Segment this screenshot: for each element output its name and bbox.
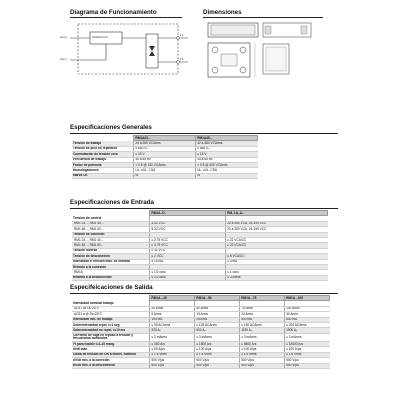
- row-value: 20 a 280 VCA, 24-190 VCC: [226, 221, 328, 226]
- row-value: 5 Arms: [150, 312, 195, 317]
- row-value: Si: [196, 173, 258, 178]
- row-value: ≤ 100 A/µs: [285, 347, 330, 352]
- row-value: ≤ 15 mA: [150, 259, 226, 264]
- row-value: 150 mA: [150, 317, 195, 322]
- output-header-col4: RM1A...100: [285, 296, 330, 301]
- row-value: 500 V/µs: [240, 363, 285, 368]
- row-label: Caída de tensión on ON a intens. nominal: [72, 352, 150, 357]
- row-value: 500 V/µs: [150, 363, 195, 368]
- row-value: ≥ 3.75 VCC: [150, 243, 226, 248]
- output-section-title: Especifeicaciones de Salida: [70, 284, 153, 291]
- row-value: 45 a 65 Hz: [134, 157, 196, 162]
- row-value: 500 V/µs: [150, 358, 195, 363]
- row-value: ≤ 8 VCA/CC: [226, 254, 328, 259]
- row-label: AC51 @ Ta=25°C: [72, 306, 150, 311]
- row-label: Tensión de desconexión: [72, 254, 150, 259]
- row-value: 250 mA: [195, 317, 240, 322]
- row-value: 500 mA: [285, 317, 330, 322]
- diagram-section-rule: [70, 17, 182, 18]
- row-value: ≤ 18000 A²s: [285, 342, 330, 347]
- row-label: Intensidad mín. de trabajo: [72, 317, 150, 322]
- row-label: Intensidad nominal trabajo: [72, 301, 150, 306]
- row-value: 1900 Aₚ: [285, 328, 330, 333]
- input-specs-table: [72, 210, 328, 281]
- row-label: Homologaciones: [72, 168, 134, 173]
- row-value: ≤ 3 ciclos: [226, 275, 328, 280]
- row-value: 5-32 VCC: [150, 227, 226, 232]
- row-value: 500 V/µs: [285, 358, 330, 363]
- row-value: ≥ 850 Vₚ: [196, 146, 258, 151]
- row-value: ≤ 450 A²s: [150, 342, 195, 347]
- row-value: 600 Aₚ: [195, 328, 240, 333]
- row-value: UL, cUL, CSA: [134, 168, 196, 173]
- output-header-col1: RM1A...25: [150, 296, 195, 301]
- row-label: Marca CE: [72, 173, 134, 178]
- diagram-in-plus: A1(+): [60, 35, 68, 39]
- row-value: ≤ 1 ciclo: [226, 270, 328, 275]
- row-value: ≥ 2.75 VCC: [150, 237, 226, 242]
- diagram-block-label: Señal/Control: [92, 36, 108, 39]
- row-value: 45 a 65 Hz: [196, 157, 258, 162]
- row-value: 325 Aₚ: [150, 328, 195, 333]
- row-label: Factor de potencia: [72, 162, 134, 167]
- row-value: 50 Arms: [195, 306, 240, 311]
- row-value: > 0.5 @ 230 VCArms: [134, 162, 196, 167]
- row-value: 24 a 265 VCArms: [134, 141, 196, 146]
- row-value: 20 a 280 VCA, 24-190 VCC: [226, 227, 328, 232]
- output-specs-table: [72, 295, 330, 369]
- row-value: 500 V/µs: [195, 363, 240, 368]
- general-header-col2: RM1A48...: [196, 136, 258, 141]
- row-value: 3-32 VCC: [150, 221, 226, 226]
- row-value: 15 Arms: [195, 312, 240, 317]
- row-value: 30 Arms: [285, 312, 330, 317]
- row-value: ≤ 5 mA: [226, 259, 328, 264]
- row-value: ≤ 15 V: [196, 152, 258, 157]
- general-section-title: Especificaciones Generales: [70, 124, 152, 131]
- function-diagram: [70, 20, 188, 80]
- row-value: ≤ 100 A/µs: [240, 347, 285, 352]
- row-label: Tensión de trabajo: [72, 141, 134, 146]
- general-header-col1: RM1A23...: [134, 136, 196, 141]
- row-value: ≤ 2 VCC: [150, 254, 226, 259]
- dimensions-section-title: Dimensiones: [203, 9, 242, 16]
- row-value: ≤ 3 mArms: [150, 333, 195, 341]
- row-label: Sobreintensidad no repet. t=10 ms: [72, 328, 150, 333]
- row-value: ≤ 3 mArms: [285, 333, 330, 341]
- row-value: ≤ 1800 A²s: [195, 342, 240, 347]
- row-value: ≥ 22 VCA/CC: [226, 237, 328, 242]
- row-value: 1150 Aₚ: [240, 328, 285, 333]
- row-label: Conmutación de tensión cero: [72, 152, 134, 157]
- row-value: 500 V/µs: [195, 358, 240, 363]
- input-section-title: Especificaciones de Entrada: [70, 199, 154, 206]
- output-header-col3: RM1A...75: [240, 296, 285, 301]
- row-label: dV/dt mín. a la conexión: [72, 358, 150, 363]
- table-row: [72, 363, 330, 368]
- diagram-section-title: Diagrama de Funcionamiento: [70, 9, 157, 16]
- row-value: ≤ 150 ACArms: [240, 322, 285, 327]
- row-label: RM1 23..., RM1 40...: [72, 221, 150, 226]
- general-specs-table: [72, 135, 258, 179]
- dimensions-section-rule: [203, 17, 323, 18]
- input-header-col1: RM1A..D..: [150, 211, 226, 216]
- row-value: ≤ 200 ACArms: [285, 322, 330, 327]
- row-label: I²t para fusible t=1-10 mseg.: [72, 342, 150, 347]
- row-value: ≤ 1.6 Vrms: [285, 352, 330, 357]
- row-label: dV/dt mín. a la desconexión: [72, 363, 150, 368]
- table-row: [72, 275, 328, 280]
- row-label: di/dt max.: [72, 347, 150, 352]
- table-row: [72, 333, 330, 341]
- input-header-col2: RM..1A..A..: [226, 211, 328, 216]
- row-value: ≤ 35 ACArms: [150, 322, 195, 327]
- row-label: AC53 a @ Ta=25°C: [72, 312, 150, 317]
- diagram-out2: T1: [180, 57, 184, 61]
- row-label: Retardo a la conexión: [72, 264, 150, 269]
- row-value: ≥ 650 Vₚ: [134, 146, 196, 151]
- row-value: 100 Arms: [285, 306, 330, 311]
- row-value: ≤ 3 mArms: [195, 333, 240, 341]
- row-label: RM1 48..., RM1 60...: [72, 227, 150, 232]
- row-value: ≤ 100 A/µs: [195, 347, 240, 352]
- row-label: Intensidad P. tensión max. de entrada: [72, 259, 150, 264]
- output-header-col2: RM1A...50: [195, 296, 240, 301]
- row-label: Tensión de control: [72, 216, 150, 221]
- row-label: Tensión de pico no repetitiva: [72, 146, 134, 151]
- row-value: -: [226, 248, 328, 253]
- dimensions-drawing: [203, 20, 313, 82]
- diagram-in-minus: A2(-): [60, 57, 67, 61]
- table-row: [72, 173, 258, 178]
- row-value: ≤ 3 mArms: [240, 333, 285, 341]
- row-label: Tensión de conexión: [72, 232, 150, 237]
- row-value: ≤ 6600 A²s: [240, 342, 285, 347]
- row-value: 500 V/µs: [285, 363, 330, 368]
- row-value: 400 mA: [240, 317, 285, 322]
- row-value: > 0.5 @ 400 VCArms: [196, 162, 258, 167]
- row-value: ≥ 32 VCC: [150, 248, 226, 253]
- row-value: 25 Arms: [150, 306, 195, 311]
- row-value: ≤ 1/2 ciclo: [150, 275, 226, 280]
- row-label: RM1A: [72, 270, 150, 275]
- row-label: Tensión inversa: [72, 248, 150, 253]
- row-label: RM1 48..., RM1 60...: [72, 243, 150, 248]
- row-label: Frecuencia de trabajo: [72, 157, 134, 162]
- row-label: Corriente de fuga en reposo a tensión y frecuencias nominales: [72, 333, 150, 341]
- row-label: Sobreintensidad repet. t=1 seg.: [72, 322, 150, 327]
- row-value: ≥ 22 VCA/CC: [226, 243, 328, 248]
- row-label: RM1 23..., RM1 40...: [72, 237, 150, 242]
- row-value: UL, cUL, CSA: [196, 168, 258, 173]
- row-value: ≤ 1/2 ciclo: [150, 270, 226, 275]
- row-value: ≤ 1.6 Vrms: [195, 352, 240, 357]
- row-value: 500 V/µs: [240, 358, 285, 363]
- row-value: ≤ 125 ACArms: [195, 322, 240, 327]
- row-value: ≤ 1.6 Vrms: [240, 352, 285, 357]
- row-value: 20 Arms: [240, 312, 285, 317]
- row-value: ≤ 50 A/µs: [150, 347, 195, 352]
- row-value: ≤ 15 V: [134, 152, 196, 157]
- row-value: 42 a 480 VCArms: [196, 141, 258, 146]
- row-value: Si: [134, 173, 196, 178]
- row-value: ≤ 1.6 Vrms: [150, 352, 195, 357]
- row-value: 75 Arms: [240, 306, 285, 311]
- row-label: Retardo a la desconexión: [72, 275, 150, 280]
- diagram-out1: L1: [180, 33, 184, 37]
